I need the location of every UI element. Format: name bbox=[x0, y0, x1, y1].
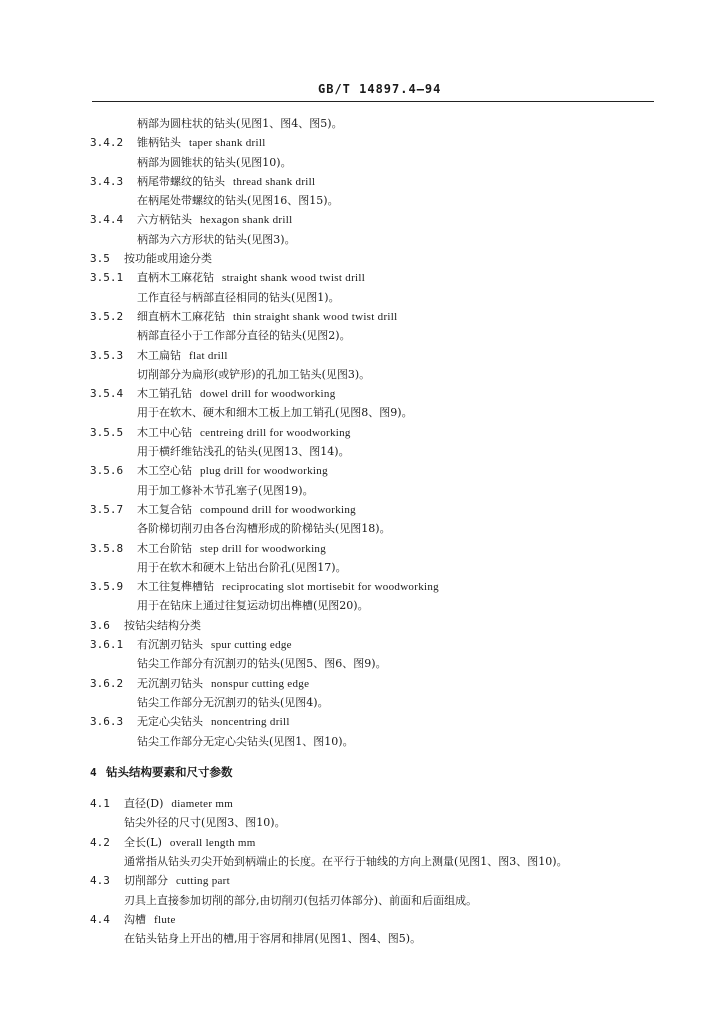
term-definition bbox=[137, 365, 370, 384]
chinese-text: 钻头结构要素和尺寸参数 bbox=[106, 764, 233, 779]
term-definition bbox=[137, 114, 343, 133]
term-definition bbox=[137, 732, 354, 751]
term-definition bbox=[137, 693, 329, 712]
clause-number: 3.5.2 bbox=[90, 309, 124, 323]
chinese-text: 在柄尾处带螺纹的钻头(见图16、图15)。 bbox=[137, 194, 339, 208]
clause-number: 4.2 bbox=[90, 835, 110, 849]
chinese-text: 切削部分为扁形(或铲形)的孔加工钻头(见图3)。 bbox=[137, 367, 371, 381]
chinese-text: 通常指从钻头刃尖开始到柄端止的长度。在平行于轴线的方向上测量(见图1、图3、图10)。 bbox=[124, 854, 568, 868]
clause-3-6-1 bbox=[90, 635, 670, 654]
clause-number: 4.3 bbox=[90, 874, 110, 888]
english-term: spur cutting edge bbox=[211, 639, 292, 652]
clause-definition bbox=[90, 852, 670, 871]
clause-3-5-4 bbox=[90, 384, 670, 403]
term-title bbox=[137, 635, 292, 655]
section-gap bbox=[90, 751, 670, 763]
english-term: straight shank wood twist drill bbox=[222, 272, 366, 285]
clause-definition bbox=[90, 153, 670, 172]
english-term: step drill for woodworking bbox=[200, 542, 327, 555]
term-definition bbox=[137, 558, 347, 577]
clause-3-6-3 bbox=[90, 712, 670, 731]
term-title bbox=[137, 500, 356, 520]
term-title bbox=[124, 833, 256, 853]
clause-definition bbox=[90, 732, 670, 751]
english-term: nonspur cutting edge bbox=[211, 677, 310, 690]
term-title bbox=[137, 461, 328, 481]
term-title bbox=[106, 763, 233, 782]
clause-number: 3.6.1 bbox=[90, 638, 124, 652]
clause-definition bbox=[90, 929, 670, 948]
term-title bbox=[124, 249, 212, 268]
clause-3-4-3 bbox=[90, 172, 670, 191]
chinese-text: 各阶梯切削刃由各台沟槽形成的阶梯钻头(见图18)。 bbox=[137, 522, 391, 536]
chinese-text: 用于在钻床上通过往复运动切出榫槽(见图20)。 bbox=[137, 599, 369, 613]
standard-code-header: GB/T 14897.4—94 bbox=[318, 82, 442, 96]
term-definition bbox=[137, 654, 387, 673]
term-definition bbox=[137, 596, 369, 615]
term-definition bbox=[137, 326, 351, 345]
term-title bbox=[137, 384, 336, 404]
chinese-text: 木工扁钻 bbox=[137, 348, 181, 362]
clause-definition bbox=[90, 596, 670, 615]
chinese-text: 有沉割刃钻头 bbox=[137, 638, 203, 652]
clause-number: 3.5.8 bbox=[90, 541, 124, 555]
term-definition bbox=[124, 813, 286, 832]
clause-number: 3.6 bbox=[90, 618, 110, 632]
chinese-text: 木工空心钻 bbox=[137, 464, 192, 478]
term-title bbox=[137, 133, 266, 153]
english-term: flat drill bbox=[189, 349, 228, 362]
chinese-text: 柄部为圆柱状的钻头(见图1、图4、图5)。 bbox=[137, 117, 343, 130]
chinese-text: 工作直径与柄部直径相同的钻头(见图1)。 bbox=[137, 290, 340, 304]
chinese-text: 无沉割刃钻头 bbox=[137, 676, 203, 690]
chinese-text: 切削部分 bbox=[124, 874, 168, 888]
term-definition bbox=[137, 442, 350, 461]
english-term: hexagon shank drill bbox=[200, 214, 293, 227]
clause-3-4-4 bbox=[90, 210, 670, 229]
clause-3-5-1 bbox=[90, 268, 670, 287]
chinese-text: 用于在软木和硬木上钻出台阶孔(见图17)。 bbox=[137, 560, 347, 574]
clause-definition bbox=[90, 230, 670, 249]
term-title bbox=[137, 307, 398, 327]
chinese-text: 钻尖工作部分无定心尖钻头(见图1、图10)。 bbox=[137, 734, 354, 748]
clause-number: 3.4.4 bbox=[90, 213, 124, 227]
chinese-text: 按钻尖结构分类 bbox=[124, 618, 201, 632]
clause-3-5 bbox=[90, 249, 670, 268]
term-title bbox=[124, 910, 176, 930]
term-definition bbox=[137, 288, 340, 307]
clause-number: 3.4.3 bbox=[90, 174, 124, 188]
chinese-text: 柄部为六方形状的钻头(见图3)。 bbox=[137, 232, 296, 246]
chinese-text: 锥柄钻头 bbox=[137, 136, 181, 150]
chinese-text: 木工销孔钻 bbox=[137, 387, 192, 401]
chinese-text: 柄部为圆锥状的钻头(见图10)。 bbox=[137, 155, 292, 169]
term-title bbox=[137, 674, 309, 694]
clause-4-4 bbox=[90, 910, 670, 929]
term-definition bbox=[124, 852, 568, 871]
chinese-text: 刃具上直接参加切削的部分,由切削刃(包括刃体部分)、前面和后面组成。 bbox=[124, 893, 478, 907]
clause-3-4-2 bbox=[90, 133, 670, 152]
clause-definition bbox=[90, 481, 670, 500]
clause-definition bbox=[90, 191, 670, 210]
clause-definition bbox=[90, 442, 670, 461]
clause-3-5-2 bbox=[90, 307, 670, 326]
english-term: plug drill for woodworking bbox=[200, 465, 328, 478]
clause-4 bbox=[90, 763, 670, 782]
chinese-text: 用于横纤维钻浅孔的钻头(见图13、图14)。 bbox=[137, 445, 350, 459]
clause-3-5-6 bbox=[90, 461, 670, 480]
chinese-text: 按功能或用途分类 bbox=[124, 252, 212, 266]
chinese-text: 直径(D) bbox=[124, 797, 164, 811]
clause-definition bbox=[90, 558, 670, 577]
clause-number: 4 bbox=[90, 765, 97, 779]
clause-number: 3.6.3 bbox=[90, 715, 124, 729]
chinese-text: 用于在软木、硬木和细木工板上加工销孔(见图8、图9)。 bbox=[137, 406, 413, 420]
english-term: overall length mm bbox=[169, 836, 256, 849]
section-gap bbox=[90, 782, 670, 794]
english-term: noncentring drill bbox=[211, 716, 290, 729]
term-title bbox=[137, 346, 228, 366]
chinese-text: 用于加工修补木节孔塞子(见图19)。 bbox=[137, 483, 314, 497]
header-rule bbox=[92, 101, 654, 102]
term-definition bbox=[137, 519, 391, 538]
term-title bbox=[124, 871, 230, 891]
clause-number: 4.1 bbox=[90, 797, 110, 811]
clause-3-5-7 bbox=[90, 500, 670, 519]
clause-4-3 bbox=[90, 871, 670, 890]
english-term: taper shank drill bbox=[189, 137, 266, 150]
term-definition bbox=[137, 481, 314, 500]
clause-3-5-8 bbox=[90, 539, 670, 558]
clause-number: 3.5.5 bbox=[90, 425, 124, 439]
document-body bbox=[90, 114, 670, 948]
clause-definition bbox=[90, 365, 670, 384]
clause-definition bbox=[90, 813, 670, 832]
clause-number: 3.5.4 bbox=[90, 387, 124, 401]
chinese-text: 木工台阶钻 bbox=[137, 541, 192, 555]
clause-definition bbox=[90, 326, 670, 345]
term-definition bbox=[124, 929, 421, 948]
english-term: centreing drill for woodworking bbox=[200, 426, 351, 439]
clause-number: 3.5.9 bbox=[90, 580, 124, 594]
english-term: diameter mm bbox=[171, 798, 234, 811]
english-term: dowel drill for woodworking bbox=[200, 388, 336, 401]
clause-definition bbox=[90, 288, 670, 307]
clause-3-5-3 bbox=[90, 346, 670, 365]
english-term: flute bbox=[154, 913, 176, 926]
term-title bbox=[137, 268, 365, 288]
term-title bbox=[124, 616, 201, 635]
clause-definition bbox=[90, 403, 670, 422]
clause-definition bbox=[90, 519, 670, 538]
clause-number: 3.5 bbox=[90, 252, 110, 266]
chinese-text: 六方柄钻头 bbox=[137, 213, 192, 227]
clause-3-5-5 bbox=[90, 423, 670, 442]
english-term: thread shank drill bbox=[233, 175, 316, 188]
english-term: thin straight shank wood twist drill bbox=[233, 310, 398, 323]
clause-3-6-2 bbox=[90, 674, 670, 693]
clause-4-2 bbox=[90, 833, 670, 852]
chinese-text: 无定心尖钻头 bbox=[137, 715, 203, 729]
clause-number: 3.5.3 bbox=[90, 348, 124, 362]
clause-definition bbox=[90, 114, 670, 133]
english-term: compound drill for woodworking bbox=[200, 503, 356, 516]
term-definition bbox=[137, 153, 292, 172]
clause-number: 3.5.7 bbox=[90, 502, 124, 516]
chinese-text: 全长(L) bbox=[124, 835, 162, 849]
clause-3-5-9 bbox=[90, 577, 670, 596]
clause-3-6 bbox=[90, 616, 670, 635]
chinese-text: 沟槽 bbox=[124, 912, 146, 926]
term-title bbox=[137, 172, 315, 192]
chinese-text: 钻尖工作部分无沉割刃的钻头(见图4)。 bbox=[137, 695, 329, 709]
chinese-text: 木工往复榫槽钻 bbox=[137, 580, 214, 594]
clause-number: 3.5.1 bbox=[90, 271, 124, 285]
chinese-text: 细直柄木工麻花钻 bbox=[137, 309, 225, 323]
clause-number: 3.5.6 bbox=[90, 464, 124, 478]
english-term: reciprocating slot mortisebit for woodworking bbox=[222, 581, 439, 594]
chinese-text: 柄部直径小于工作部分直径的钻头(见图2)。 bbox=[137, 329, 351, 343]
term-title bbox=[137, 577, 439, 597]
chinese-text: 直柄木工麻花钻 bbox=[137, 271, 214, 285]
clause-number: 3.4.2 bbox=[90, 136, 124, 150]
term-title bbox=[137, 210, 292, 230]
clause-definition bbox=[90, 891, 670, 910]
term-definition bbox=[137, 191, 339, 210]
clause-definition bbox=[90, 654, 670, 673]
term-definition bbox=[124, 891, 477, 910]
clause-number: 4.4 bbox=[90, 912, 110, 926]
chinese-text: 木工中心钻 bbox=[137, 425, 192, 439]
term-title bbox=[137, 712, 290, 732]
term-title bbox=[137, 423, 351, 443]
term-title bbox=[137, 539, 326, 559]
chinese-text: 钻尖工作部分有沉割刃的钻头(见图5、图6、图9)。 bbox=[137, 657, 387, 671]
clause-number: 3.6.2 bbox=[90, 676, 124, 690]
chinese-text: 在钻头钻身上开出的槽,用于容屑和排屑(见图1、图4、图5)。 bbox=[124, 932, 422, 946]
clause-4-1 bbox=[90, 794, 670, 813]
clause-definition bbox=[90, 693, 670, 712]
term-definition bbox=[137, 403, 413, 422]
english-term: cutting part bbox=[176, 875, 231, 888]
term-title bbox=[124, 794, 233, 814]
chinese-text: 钻尖外径的尺寸(见图3、图10)。 bbox=[124, 816, 286, 830]
chinese-text: 木工复合钻 bbox=[137, 502, 192, 516]
term-definition bbox=[137, 230, 296, 249]
chinese-text: 柄尾带螺纹的钻头 bbox=[137, 174, 225, 188]
